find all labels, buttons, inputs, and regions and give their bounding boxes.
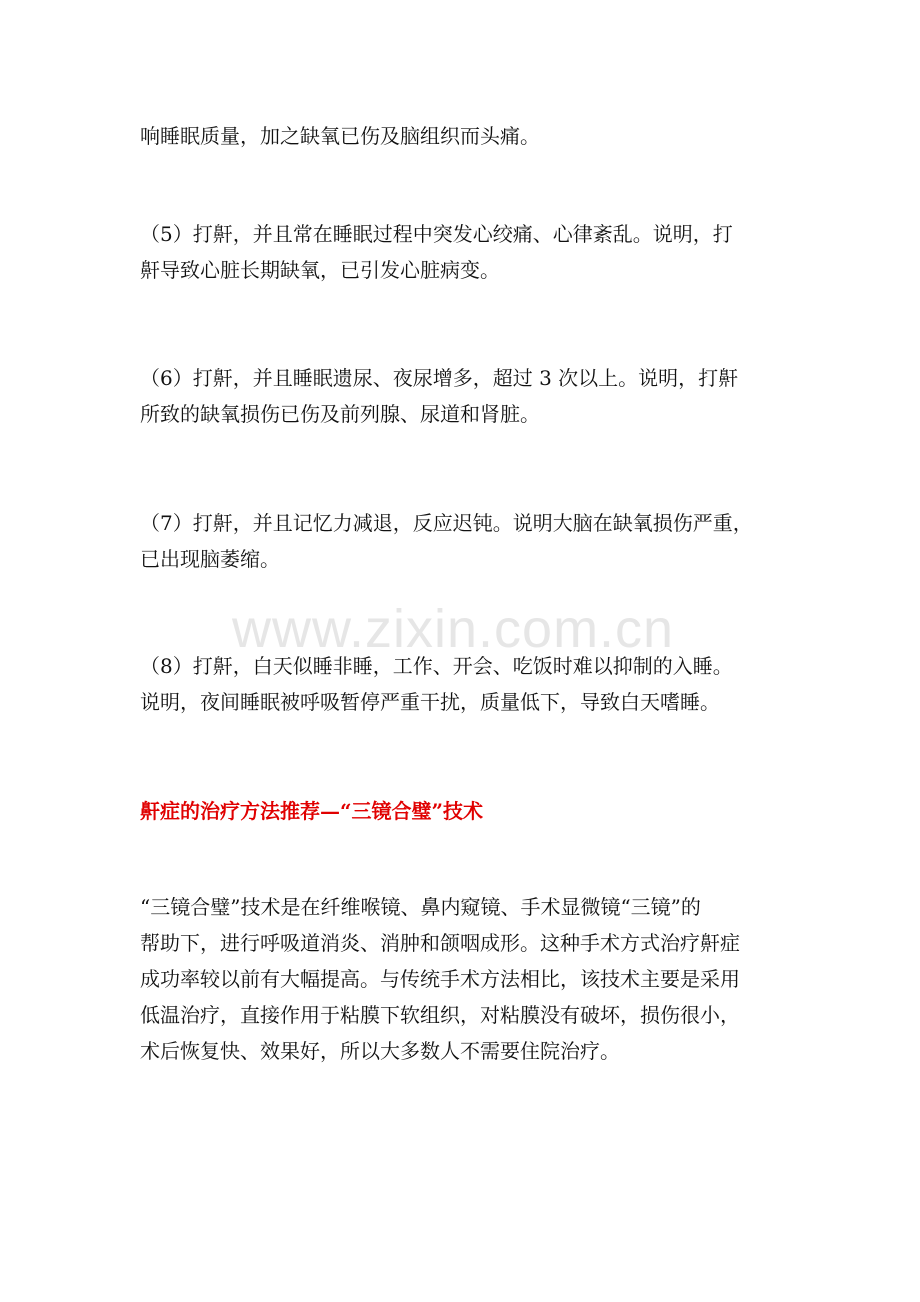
text-line: （7）打鼾，并且记忆力减退，反应迟钝。说明大脑在缺氧损伤严重， — [140, 511, 753, 535]
text-line: 术后恢复快、效果好，所以大多数人不需要住院治疗。 — [140, 1039, 620, 1063]
text-line: （8）打鼾，白天似睡非睡，工作、开会、吃饭时难以抑制的入睡。 — [140, 654, 733, 678]
paragraph-item-8 — [140, 648, 785, 720]
text-line: 低温治疗，直接作用于粘膜下软组织，对粘膜没有破坏，损伤很小， — [140, 1003, 740, 1027]
paragraph-item-6 — [140, 360, 785, 432]
text-line: 所致的缺氧损伤已伤及前列腺、尿道和肾脏。 — [140, 402, 540, 426]
text-line: 已出现脑萎缩。 — [140, 547, 280, 571]
paragraph-item-7 — [140, 505, 785, 577]
text-line: 响睡眠质量，加之缺氧已伤及脑组织而头痛。 — [140, 124, 540, 148]
text-line: 帮助下，进行呼吸道消炎、消肿和颌咽成形。这种手术方式治疗鼾症 — [140, 931, 740, 955]
watermark-text: www.zixin.com.cn — [232, 599, 675, 659]
text-line: 鼾导致心脏长期缺氧，已引发心脏病变。 — [140, 258, 500, 282]
paragraph-item-5 — [140, 216, 785, 288]
text-line: （5）打鼾，并且常在睡眠过程中突发心绞痛、心律紊乱。说明，打 — [140, 222, 733, 246]
text-line: 成功率较以前有大幅提高。与传统手术方法相比，该技术主要是采用 — [140, 967, 740, 991]
section-heading: 鼾症的治疗方法推荐—“三镜合璧”技术 — [140, 799, 484, 823]
text-line: 说明，夜间睡眠被呼吸暂停严重干扰，质量低下，导致白天嗜睡。 — [140, 690, 720, 714]
text-line: （6）打鼾，并且睡眠遗尿、夜尿增多，超过 3 次以上。说明，打鼾 — [140, 366, 739, 390]
text-line: “三镜合璧”技术是在纤维喉镜、鼻内窥镜、手术显微镜“三镜”的 — [140, 895, 701, 919]
section-body-paragraph — [140, 889, 785, 1069]
paragraph-continuation — [140, 118, 785, 154]
